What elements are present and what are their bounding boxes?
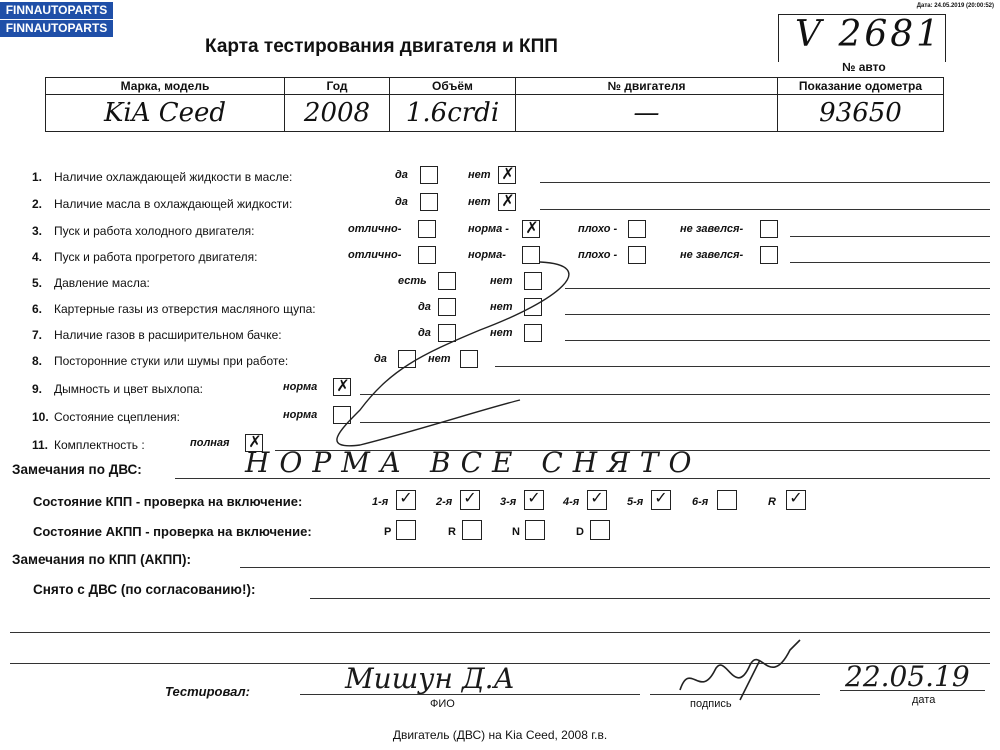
question-text: Дымность и цвет выхлопа: <box>54 382 203 396</box>
option-label: не завелся- <box>680 223 744 235</box>
option-label: нет <box>490 327 513 339</box>
page-title: Карта тестирования двигателя и КПП <box>205 36 558 57</box>
sign-label: подпись <box>690 698 732 710</box>
auto-number-label: № авто <box>842 60 886 74</box>
column-header-engine-number: № двигателя <box>516 78 778 95</box>
option-label: да <box>395 196 408 208</box>
option-label: да <box>418 327 431 339</box>
question-text: Пуск и работа прогретого двигателя: <box>54 250 258 264</box>
question-number: 2. <box>32 197 43 211</box>
option-label: не завелся- <box>680 249 744 261</box>
option-label: плохо - <box>578 249 618 261</box>
option-label: норма- <box>468 249 506 261</box>
column-header-volume: Объём <box>390 78 516 95</box>
option-label: норма <box>283 381 318 393</box>
check-mark-icon: ✓ <box>590 490 604 507</box>
question-number: 5. <box>32 276 43 290</box>
test-date: 22.05.19 <box>845 660 970 693</box>
kpp-remarks-label: Замечания по КПП (АКПП): <box>12 552 191 567</box>
fio-label: ФИО <box>430 698 455 710</box>
question-number: 7. <box>32 328 43 342</box>
gear-label: 2-я <box>436 496 453 508</box>
option-label: нет <box>468 196 491 208</box>
check-mark-icon: ✗ <box>248 434 262 451</box>
brand-logo: FINNAUTOPARTS <box>0 2 113 19</box>
check-mark-icon: ✓ <box>654 490 668 507</box>
gear-label: R <box>768 496 776 508</box>
option-label: нет <box>468 169 491 181</box>
akpp-label: Состояние АКПП - проверка на включение: <box>33 524 312 539</box>
option-label: да <box>395 169 408 181</box>
akpp-position-label: P <box>384 526 392 538</box>
option-label: плохо - <box>578 223 618 235</box>
date-label: дата <box>912 694 936 706</box>
removed-label: Снято с ДВС (по согласованию!): <box>33 582 256 597</box>
check-mark-icon: ✓ <box>789 490 803 507</box>
page-caption: Двигатель (ДВС) на Kia Ceed, 2008 г.в. <box>392 728 608 742</box>
question-number: 10. <box>32 410 49 424</box>
question-text: Посторонние стуки или шумы при работе: <box>54 354 289 368</box>
brand-logo-secondary: FINNAUTOPARTS <box>0 20 113 37</box>
dvs-remarks-label: Замечания по ДВС: <box>12 462 142 477</box>
question-number: 3. <box>32 224 43 238</box>
option-label: нет <box>490 301 513 313</box>
column-header-odometer: Показание одометра <box>778 78 944 95</box>
print-date: Дата: 24.05.2019 (20:00:52) <box>916 3 994 9</box>
check-mark-icon: ✓ <box>399 490 413 507</box>
signature-scribble <box>680 640 800 700</box>
odometer-value: 93650 <box>778 95 944 132</box>
akpp-position-label: R <box>448 526 456 538</box>
year-value: 2008 <box>285 95 390 132</box>
option-label: нет <box>428 353 451 365</box>
check-mark-icon: ✗ <box>336 378 350 395</box>
question-text: Наличие масла в охлаждающей жидкости: <box>54 197 293 211</box>
option-label: отлично- <box>348 223 402 235</box>
option-label: да <box>418 301 431 313</box>
check-mark-icon: ✗ <box>501 166 515 183</box>
option-label: нет <box>490 275 513 287</box>
kpp-label: Состояние КПП - проверка на включение: <box>33 494 303 509</box>
option-label: отлично- <box>348 249 402 261</box>
diagonal-scribble <box>337 262 569 446</box>
option-label: есть <box>398 275 427 287</box>
gear-label: 1-я <box>372 496 389 508</box>
question-text: Наличие охлаждающей жидкости в масле: <box>54 170 293 184</box>
option-label: норма <box>283 409 318 421</box>
question-text: Наличие газов в расширительном бачке: <box>54 328 282 342</box>
gear-label: 4-я <box>563 496 580 508</box>
gear-label: 6-я <box>692 496 709 508</box>
auto-number: V 2681 <box>795 14 943 55</box>
question-number: 6. <box>32 302 43 316</box>
question-text: Комплектность : <box>54 438 145 452</box>
question-text: Картерные газы из отверстия масляного щупа: <box>54 302 316 316</box>
akpp-position-label: D <box>576 526 584 538</box>
gear-label: 3-я <box>500 496 517 508</box>
dvs-remarks-value: НОРМА ВСЕ СНЯТО <box>245 446 702 479</box>
question-number: 4. <box>32 250 43 264</box>
gear-label: 5-я <box>627 496 644 508</box>
column-header-year: Год <box>285 78 390 95</box>
akpp-position-label: N <box>512 526 520 538</box>
tester-name: Мишун Д.А <box>345 662 515 695</box>
option-label: да <box>374 353 387 365</box>
option-label: полная <box>190 437 230 449</box>
option-label: норма - <box>468 223 509 235</box>
question-number: 8. <box>32 354 43 368</box>
check-mark-icon: ✓ <box>527 490 541 507</box>
tested-label: Тестировал: <box>165 684 250 699</box>
column-header-model: Марка, модель <box>46 78 285 95</box>
check-mark-icon: ✓ <box>463 490 477 507</box>
question-number: 9. <box>32 382 43 396</box>
check-mark-icon: ✗ <box>501 193 515 210</box>
question-number: 11. <box>32 438 49 452</box>
volume-value: 1.6crdi <box>390 95 516 132</box>
question-text: Состояние сцепления: <box>54 410 180 424</box>
question-text: Пуск и работа холодного двигателя: <box>54 224 255 238</box>
question-text: Давление масла: <box>54 276 150 290</box>
question-number: 1. <box>32 170 43 184</box>
engine-number-value: — <box>516 95 778 132</box>
model-value: KiA Ceed <box>46 95 285 132</box>
check-mark-icon: ✗ <box>525 220 539 237</box>
